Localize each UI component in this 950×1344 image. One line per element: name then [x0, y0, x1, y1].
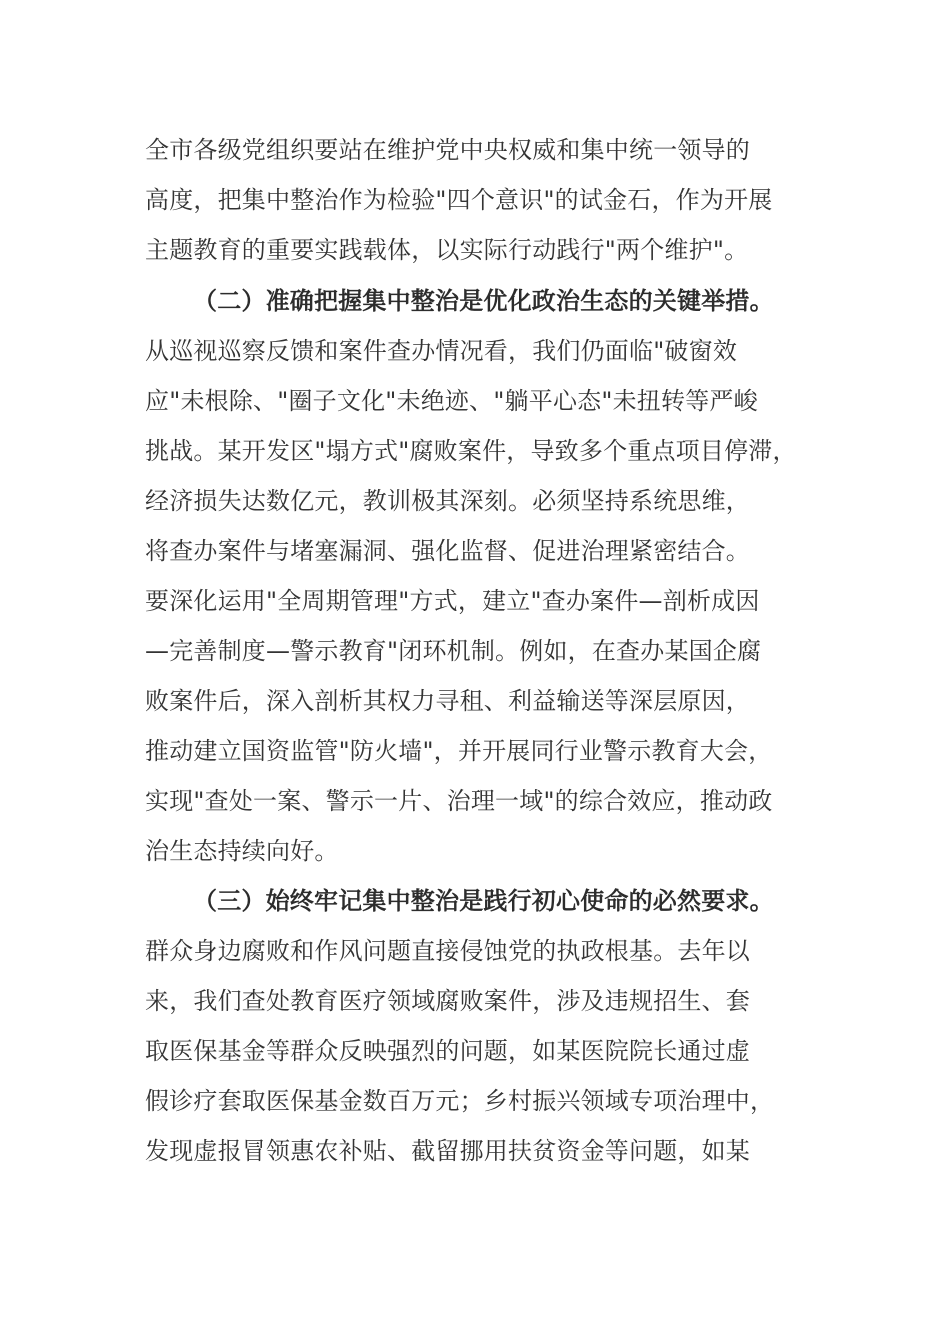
text-line: 推动建立国资监管"防火墙"，并开展同行业警示教育大会，: [145, 737, 773, 765]
text-line: 从巡视巡察反馈和案件查办情况看，我们仍面临"破窗效: [145, 337, 738, 365]
text-line: 经济损失达数亿元，教训极其深刻。必须坚持系统思维，: [145, 487, 750, 515]
text-line: 发现虚报冒领惠农补贴、截留挪用扶贫资金等问题，如某: [145, 1137, 750, 1165]
text-line: 实现"查处一案、警示一片、治理一域"的综合效应，推动政: [145, 787, 773, 815]
text-line: 将查办案件与堵塞漏洞、强化监督、促进治理紧密结合。: [145, 537, 750, 565]
text-line: 主题教育的重要实践载体，以实际行动践行"两个维护"。: [145, 236, 749, 264]
text-line: 挑战。某开发区"塌方式"腐败案件，导致多个重点项目停滞，: [145, 437, 797, 465]
text-line: 治生态持续向好。: [145, 837, 339, 865]
text-line: 取医保基金等群众反映强烈的问题，如某医院院长通过虚: [145, 1037, 750, 1065]
text-line: 要深化运用"全周期管理"方式，建立"查办案件—剖析成因: [145, 587, 760, 615]
text-line: 假诊疗套取医保基金数百万元；乡村振兴领域专项治理中，: [145, 1087, 775, 1115]
text-line: 高度，把集中整治作为检验"四个意识"的试金石，作为开展: [145, 186, 773, 214]
text-line: 败案件后，深入剖析其权力寻租、利益输送等深层原因，: [145, 687, 750, 715]
text-line: 群众身边腐败和作风问题直接侵蚀党的执政根基。去年以: [145, 937, 750, 965]
section-heading-3: （三）始终牢记集中整治是践行初心使命的必然要求。: [193, 887, 774, 915]
text-line: —完善制度—警示教育"闭环机制。例如，在查办某国企腐: [145, 637, 762, 665]
text-line: 应"未根除、"圈子文化"未绝迹、"躺平心态"未扭转等严峻: [145, 387, 758, 415]
text-line: 来，我们查处教育医疗领域腐败案件，涉及违规招生、套: [145, 987, 750, 1015]
text-line: 全市各级党组织要站在维护党中央权威和集中统一领导的: [145, 136, 750, 164]
section-heading-2: （二）准确把握集中整治是优化政治生态的关键举措。: [193, 287, 774, 315]
